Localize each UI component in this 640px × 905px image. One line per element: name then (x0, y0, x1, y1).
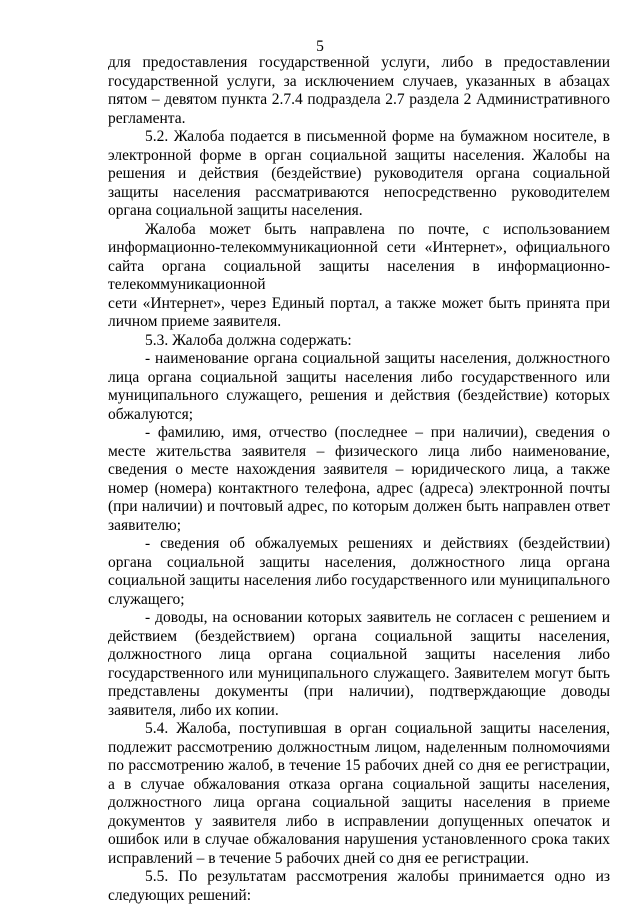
paragraph-complaint-channels-cont: сети «Интернет», через Единый портал, а также может быть принята при личном приеме заявителя. (108, 294, 610, 330)
list-item-authority-name: - наименование органа социальной защиты населения, должностного лица органа социальной защиты населения либо государственного или муниципального служащего, решения и действия (бездействие) которых обжалуются; (108, 350, 610, 423)
list-item-applicant-details: - фамилию, имя, отчество (последнее – при наличии), сведения о месте жительства заявителя – физического лица либо наименование, сведения о месте нахождения заявителя – юридического лица, а также номер (номера) контактного телефона, адрес (адреса) электронной почты (при наличии) и почтовый адрес, по которым должен быть направлен ответ заявителю; (108, 424, 610, 534)
paragraph-5-4: 5.4. Жалоба, поступившая в орган социальной защиты населения, подлежит рассмотрению должностным лицом, наделенным полномочиями по рассмотрению жалоб, в течение 15 рабочих дней со дня ее регистрации, а в случае обжалования отказа органа социальной защиты населения, должностного лица органа социальной защиты населения в приеме документов у заявителя либо в исправлении допущенных опечаток и ошибок или в случае обжалования нарушения установленного срока таких исправлений – в течение 5 рабочих дней со дня ее регистрации. (108, 720, 610, 867)
paragraph-complaint-channels: Жалоба может быть направлена по почте, с использованием информационно-телекоммуникационной сети «Интернет», официального сайта органа социальной защиты населения в информационно-телекоммуникационной (108, 220, 610, 293)
paragraph-5-2: 5.2. Жалоба подается в письменной форме на бумажном носителе, в электронной форме в орган социальной защиты населения. Жалобы на решения и действия (бездействие) руководителя органа социальной защиты населения рассматриваются непосредственно руководителем органа социальной защиты населения. (108, 128, 610, 219)
paragraph-5-5: 5.5. По результатам рассмотрения жалобы принимается одно из следующих решений: (108, 868, 610, 904)
document-body (108, 54, 610, 905)
page-number: 5 (316, 38, 324, 55)
list-item-appealed-decisions: - сведения об обжалуемых решениях и действиях (бездействии) органа социальной защиты населения, должностного лица органа социальной защиты населения либо государственного или муниципального служащего; (108, 535, 610, 608)
list-item-arguments: - доводы, на основании которых заявитель не согласен с решением и действием (бездействием) органа социальной защиты населения, должностного лица органа социальной защиты населения либо государственного или муниципального служащего. Заявителем могут быть представлены документы (при наличии), подтверждающие доводы заявителя, либо их копии. (108, 609, 610, 719)
paragraph-intro-continuation: для предоставления государственной услуги, либо в предоставлении государственной услуги, за исключением случаев, указанных в абзацах пятом – девятом пункта 2.7.4 подраздела 2.7 раздела 2 Административного регламента. (108, 54, 610, 127)
paragraph-5-3: 5.3. Жалоба должна содержать: (145, 331, 352, 349)
